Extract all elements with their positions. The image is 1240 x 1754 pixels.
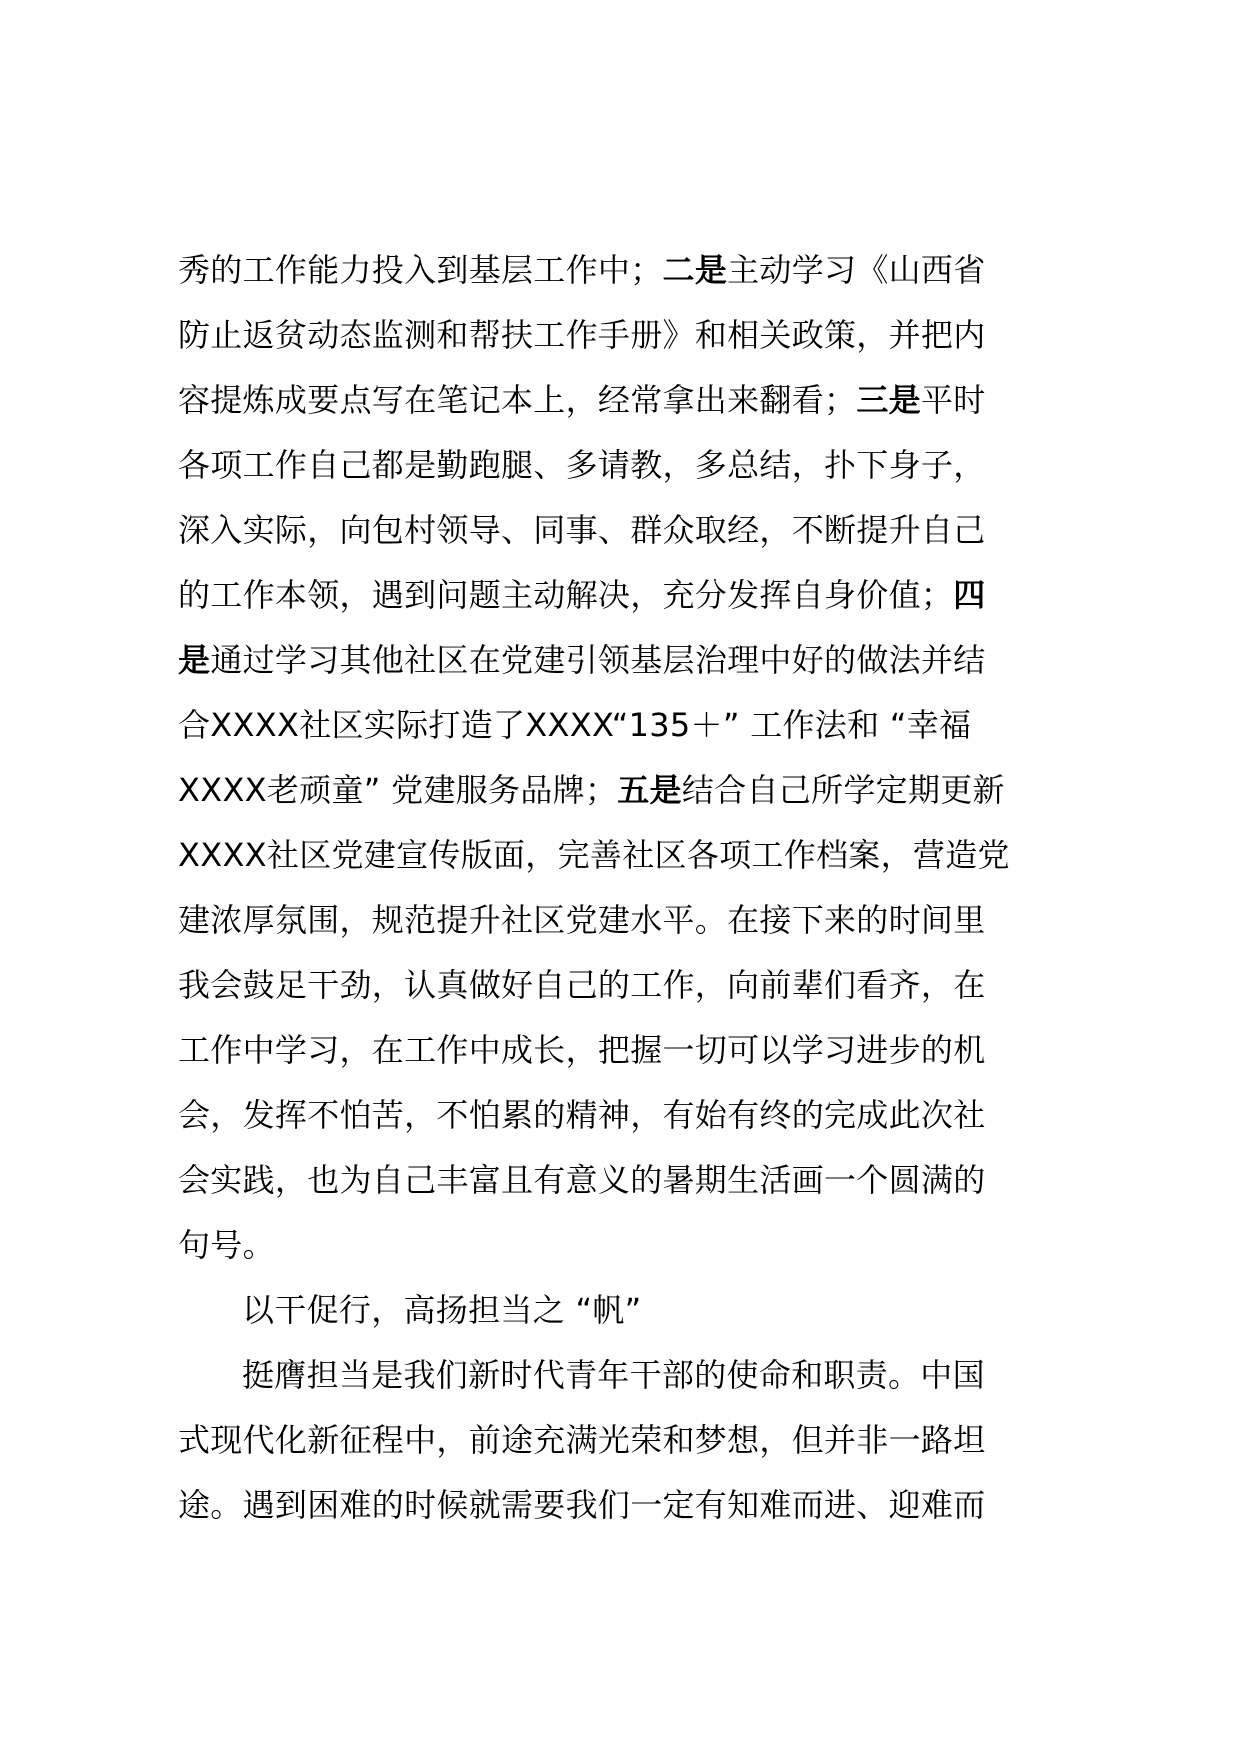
emphasis-text: 三是 (856, 381, 921, 419)
text-segment: 式现代化新征程中，前途充满光荣和梦想，但并非一路坦 (178, 1421, 986, 1459)
text-segment: 主动学习《山西省 (727, 251, 986, 289)
text-line (178, 498, 1138, 563)
emphasis-text: 五是 (617, 771, 682, 809)
text-segment: 工作中学习，在工作中成长，把握一切可以学习进步的机 (178, 1031, 986, 1069)
text-line (178, 238, 1138, 303)
text-segment: 我会鼓足干劲，认真做好自己的工作，向前辈们看齐，在 (178, 966, 986, 1004)
text-segment: 结合自己所学定期更新 (681, 771, 1005, 809)
text-segment: 深入实际，向包村领导、同事、群众取经，不断提升自己 (178, 511, 986, 549)
text-segment: 会，发挥不怕苦，不怕累的精神，有始有终的完成此次社 (178, 1096, 986, 1134)
text-line (178, 563, 1138, 628)
text-line (178, 888, 1138, 953)
text-line (178, 1278, 1138, 1343)
text-segment: 平时 (920, 381, 986, 419)
text-line (178, 823, 1138, 888)
text-line (178, 953, 1138, 1018)
text-line (178, 1148, 1138, 1213)
emphasis-text: 是 (178, 641, 211, 679)
text-line (178, 368, 1138, 433)
text-line (178, 303, 1138, 368)
text-segment: 通过学习其他社区在党建引领基层治理中好的做法并结 (210, 641, 986, 679)
text-segment: XXXX老顽童” 党建服务品牌； (178, 771, 618, 809)
body-text (178, 238, 1138, 1538)
emphasis-text: 二是 (662, 251, 728, 289)
text-line (178, 693, 1138, 758)
text-segment: 挺膺担当是我们新时代青年干部的使命和职责。中国 (242, 1356, 985, 1394)
text-segment: 句号。 (178, 1226, 275, 1264)
text-line (178, 1473, 1138, 1538)
text-segment: 途。遇到困难的时候就需要我们一定有知难而进、迎难而 (178, 1486, 986, 1524)
text-segment: 防止返贫动态监测和帮扶工作手册》和相关政策，并把内 (178, 316, 986, 354)
text-line (178, 758, 1138, 823)
text-segment: 容提炼成要点写在笔记本上，经常拿出来翻看； (178, 381, 857, 419)
text-line (178, 1083, 1138, 1148)
text-line (178, 1343, 1138, 1408)
emphasis-text: 四 (953, 576, 986, 614)
text-line (178, 1213, 1138, 1278)
text-segment: 以干促行，高扬担当之 “帆” (242, 1291, 642, 1329)
text-segment: 的工作本领，遇到问题主动解决，充分发挥自身价值； (178, 576, 954, 614)
text-line (178, 1408, 1138, 1473)
text-line (178, 628, 1138, 693)
text-line (178, 433, 1138, 498)
text-segment: 合XXXX社区实际打造了XXXX“135＋” 工作法和 “幸福 (178, 706, 972, 744)
text-segment: 会实践，也为自己丰富且有意义的暑期生活画一个圆满的 (178, 1161, 986, 1199)
text-segment: XXXX社区党建宣传版面，完善社区各项工作档案，营造党 (178, 836, 1010, 874)
text-segment: 各项工作自己都是勤跑腿、多请教，多总结，扑下身子， (178, 446, 986, 484)
text-segment: 建浓厚氛围，规范提升社区党建水平。在接下来的时间里 (178, 901, 986, 939)
text-segment: 秀的工作能力投入到基层工作中； (178, 251, 663, 289)
text-line (178, 1018, 1138, 1083)
